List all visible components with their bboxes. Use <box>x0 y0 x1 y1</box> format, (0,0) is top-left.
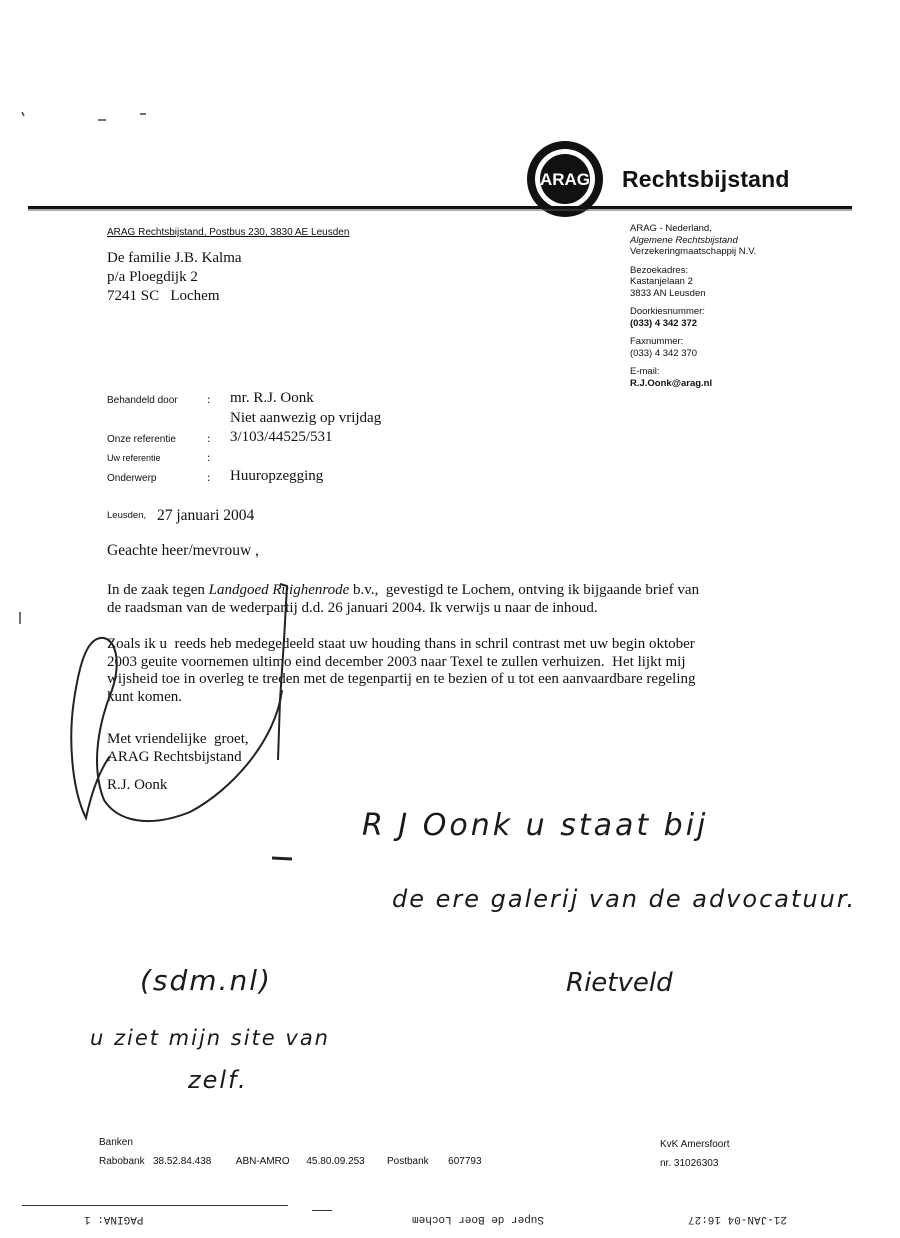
colon: : <box>207 392 211 406</box>
footer-banks-title: Banken <box>99 1137 133 1148</box>
visit-street: Kastanjelaan 2 <box>630 276 693 287</box>
return-address: ARAG Rechtsbijstand, Postbus 230, 3830 AE Leusden <box>107 227 350 238</box>
subject-value: Huuropzegging <box>230 468 324 484</box>
colon: : <box>207 431 211 445</box>
body-paragraph-1 <box>107 582 787 617</box>
fax-timestamp: 21-JAN-04 16:27 <box>688 1213 788 1225</box>
fax-divider <box>312 1210 332 1211</box>
abnamro-label: ABN-AMRO <box>235 1156 290 1167</box>
recipient-line: p/a Ploegdijk 2 <box>107 269 198 285</box>
abnamro-number: 45.80.09.253 <box>306 1156 365 1167</box>
brand-name: Rechtsbijstand <box>622 166 790 192</box>
fax-page-number: PAGINA: 1 <box>84 1213 144 1225</box>
text-fragment: In de zaak tegen <box>107 582 209 598</box>
direct-number: (033) 4 342 372 <box>630 317 698 329</box>
colon: : <box>207 450 211 464</box>
email-address: R.J.Oonk@arag.nl <box>630 377 713 389</box>
our-reference-label: Onze referentie <box>107 434 176 445</box>
postbank-label: Postbank <box>386 1156 429 1167</box>
paragraph-line: wijsheid toe in overleg te treden met de tegenpartij en te bezien of u tot een aanvaardbare regeling <box>107 671 696 687</box>
fax-divider <box>22 1205 288 1206</box>
handled-by-label: Behandeld door <box>107 395 178 406</box>
handled-by-value: mr. R.J. Oonk <box>230 390 314 406</box>
company-name: Algemene Rechtsbijstand <box>630 234 738 246</box>
paragraph-line: kunt komen. <box>107 688 182 705</box>
paragraph-line: de raadsman van de wederpartij d.d. 26 januari 2004. Ik verwijs u naar de inhoud. <box>107 599 598 616</box>
footer-kvk-title: KvK Amersfoort <box>660 1139 730 1150</box>
visit-city: 3833 AN Leusden <box>630 287 706 299</box>
email-label: E-mail: <box>630 366 660 377</box>
handwritten-site: (sdm.nl) <box>140 964 272 997</box>
subject-label: Onderwerp <box>107 473 157 484</box>
logo-text: ARAG <box>539 170 591 189</box>
rabobank-label: Rabobank <box>99 1156 145 1167</box>
handwritten-note-line1: R J Oonk u staat bij <box>362 808 709 843</box>
handwritten-signature: Rietveld <box>566 968 673 998</box>
fax-label: Faxnummer: <box>630 336 684 347</box>
your-reference-label: Uw referentie <box>107 453 161 463</box>
footer-kvk-number: nr. 31026303 <box>660 1158 719 1169</box>
company-name: Verzekeringmaatschappij N.V. <box>630 246 757 257</box>
company-details <box>630 223 860 389</box>
our-reference-value: 3/103/44525/531 <box>230 429 333 445</box>
letter-date: 27 januari 2004 <box>157 507 255 524</box>
fax-sender: Super de Boer Lochem <box>412 1213 545 1225</box>
signer-name: R.J. Oonk <box>107 777 168 793</box>
salutation: Geachte heer/mevrouw , <box>107 542 259 559</box>
company-name-italic: Landgoed Ruighenrode <box>208 582 350 598</box>
text-fragment: b.v., gevestigd te Lochem, ontving ik bijgaande brief van <box>349 582 700 598</box>
body-paragraph-2 <box>107 636 787 706</box>
handwritten-note-line2: de ere galerij van de advocatuur. <box>392 885 857 913</box>
colon: : <box>207 470 211 484</box>
closing <box>107 731 249 766</box>
closing-line: Met vriendelijke groet, <box>107 731 249 747</box>
footer-bank-row <box>99 1156 482 1167</box>
paragraph-line: 2003 geuite voornemen ultimo eind december 2003 naar Texel te zullen verhuizen. Het lijkt mij <box>107 653 686 670</box>
paragraph-line: Zoals ik u reeds heb medegedeeld staat uw houding thans in schril contrast met uw begin oktober <box>107 636 695 652</box>
handled-by-note: Niet aanwezig op vrijdag <box>230 410 382 426</box>
company-name: ARAG - Nederland, <box>630 223 712 234</box>
direct-label: Doorkiesnummer: <box>630 306 705 317</box>
recipient-line: De familie J.B. Kalma <box>107 250 242 266</box>
handwritten-note-line4: zelf. <box>188 1066 248 1094</box>
handwritten-note-line3: u ziet mijn site van <box>90 1026 330 1050</box>
visit-label: Bezoekadres: <box>630 264 689 276</box>
fax-number: (033) 4 342 370 <box>630 347 698 359</box>
paragraph-line <box>107 582 787 600</box>
recipient-line: 7241 SC Lochem <box>107 288 220 304</box>
postbank-number: 607793 <box>448 1156 482 1167</box>
closing-line: ARAG Rechtsbijstand <box>107 748 242 765</box>
date-place: Leusden, <box>107 510 147 521</box>
letterhead-rule <box>28 204 852 212</box>
recipient-address <box>107 249 242 306</box>
rabobank-number: 38.52.84.438 <box>152 1156 212 1167</box>
